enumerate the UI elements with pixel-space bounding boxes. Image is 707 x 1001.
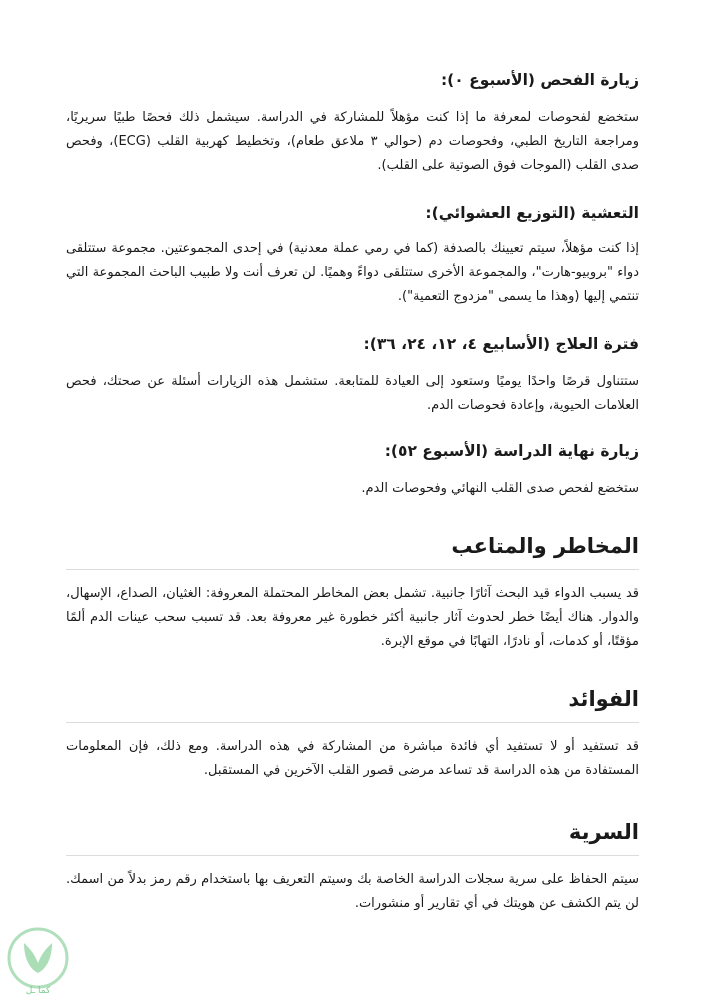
section-title-confidentiality: السرية	[568, 820, 639, 844]
section-body-risks: قد يسبب الدواء قيد البحث آثارًا جانبية. تشمل بعض المخاطر المحتملة المعروفة: الغثيان، الصداع، الإسهال، والدوار. هناك أيضًا خطر لحدوث آثار جانبية أكثر خطورة غير معروفة بعد. قد تسبب سحب عينات الدم ألمًا مؤقتًا، أو كدمات، أو نادرًا، التهابًا في موقع الإبرة.	[66, 586, 639, 649]
leaf-shield-icon	[2, 925, 74, 997]
subsection-title-randomization: التعشية (التوزيع العشوائي):	[425, 204, 639, 222]
section-title-risks: المخاطر والمتاعب	[451, 534, 639, 558]
watermark-logo	[2, 925, 74, 997]
section-title-benefits: الفوائد	[568, 687, 639, 711]
section-divider	[66, 722, 639, 723]
document-body	[66, 60, 639, 916]
subsection-body-treatment: ستتناول قرصًا واحدًا يوميًا وستعود إلى العيادة للمتابعة. ستشمل هذه الزيارات أسئلة عن صحتك، فحص العلامات الحيوية، وإعادة فحوصات الدم.	[66, 374, 639, 413]
subsection-body-randomization: إذا كنت مؤهلاً، سيتم تعيينك بالصدفة (كما في رمي عملة معدنية) في إحدى المجموعتين. مجموعة ستتلقى دواء "بروبيو-هارت"، والمجموعة الأخرى ستتلقى دواءً وهميًا. لن تعرف أنت ولا طبيب الباحث المجموعة التي تنتمي إليها (وهذا ما يسمى "مزدوج التعمية").	[66, 241, 639, 304]
section-body-confidentiality: سيتم الحفاظ على سرية سجلات الدراسة الخاصة بك وسيتم التعريف بها باستخدام رقم رمز بدلاً من اسمك. لن يتم الكشف عن هويتك في أي تقارير أو منشورات.	[66, 872, 639, 911]
subsection-title-treatment: فترة العلاج (الأسابيع ٤، ١٢، ٢٤، ٣٦):	[363, 335, 639, 353]
subsection-title-screening: زيارة الفحص (الأسبوع ٠):	[440, 71, 639, 89]
section-divider	[66, 569, 639, 570]
watermark-text: كما ـل	[25, 986, 51, 996]
subsection-body-screening: ستخضع لفحوصات لمعرفة ما إذا كنت مؤهلاً للمشاركة في الدراسة. سيشمل ذلك فحصًا طبيًا سريريًا، ومراجعة التاريخ الطبي، وفحوصات دم (حوالي ٣ ملاعق طعام)، وتخطيط كهربية القلب (ECG)، وفحص صدى القلب (الموجات فوق الصوتية على القلب).	[66, 110, 639, 173]
subsection-body-end-of-study: ستخضع لفحص صدى القلب النهائي وفحوصات الدم.	[361, 481, 639, 496]
section-body-benefits: قد تستفيد أو لا تستفيد أي فائدة مباشرة من المشاركة في هذه الدراسة. ومع ذلك، فإن المعلومات المستفادة من هذه الدراسة قد تساعد مرضى قصور القلب الآخرين في المستقبل.	[66, 739, 639, 778]
subsection-title-end-of-study: زيارة نهاية الدراسة (الأسبوع ٥٢):	[384, 442, 639, 460]
section-divider	[66, 855, 639, 856]
